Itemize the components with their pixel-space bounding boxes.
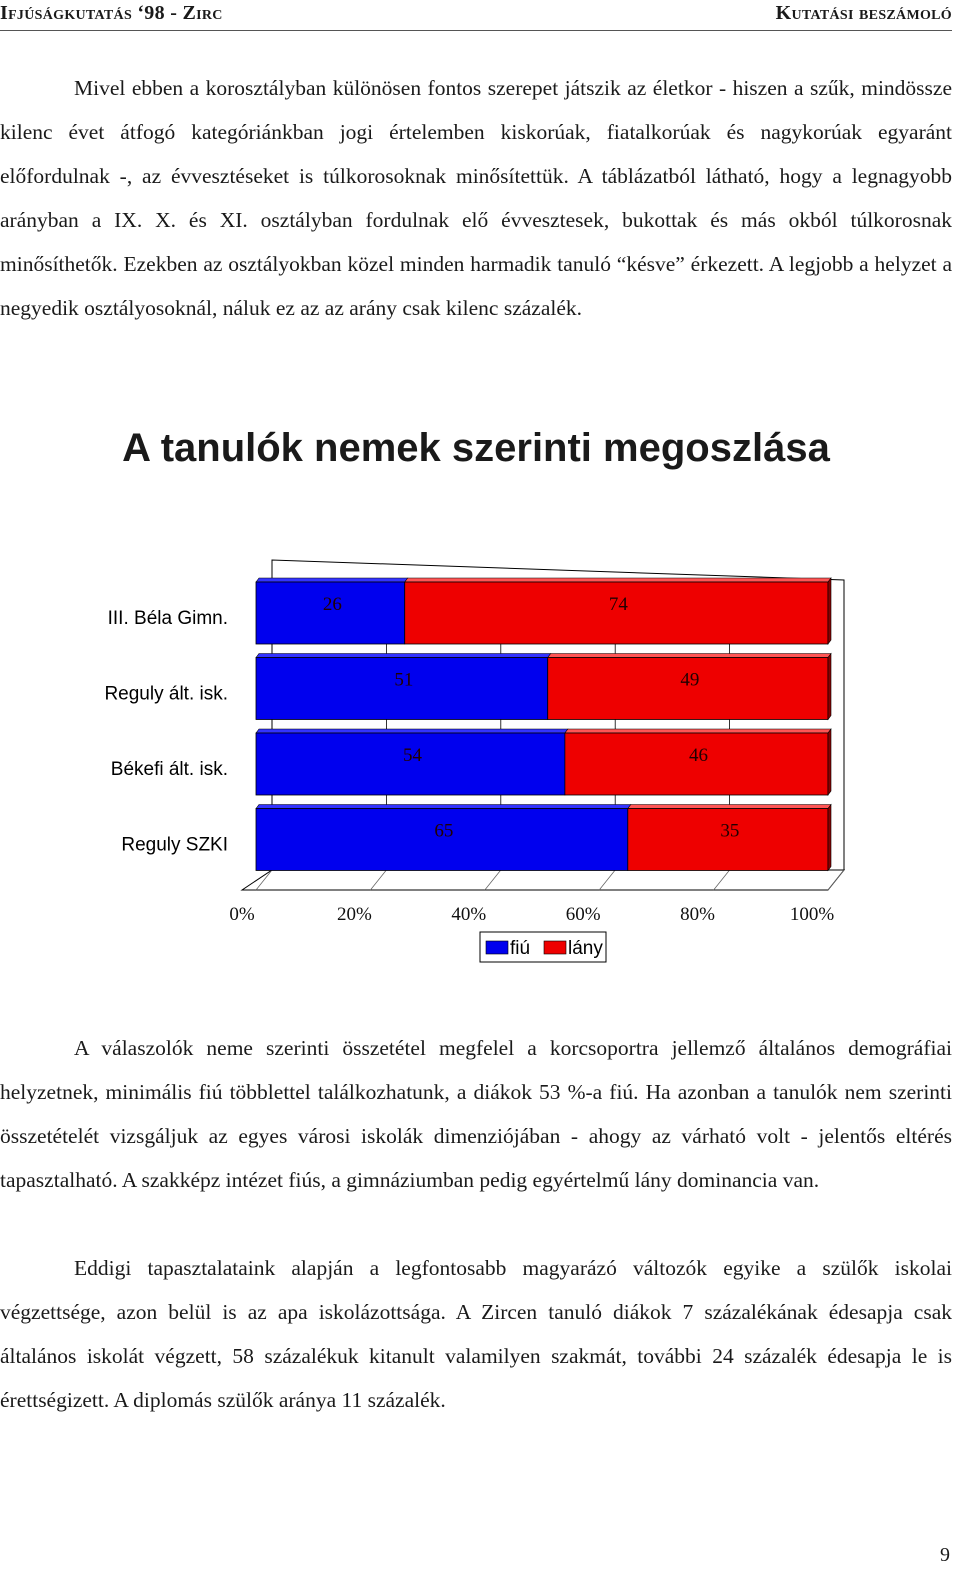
category-label: Reguly ált. isk.	[104, 683, 228, 705]
x-tick-label: 40%	[451, 904, 487, 925]
bar-side-face	[828, 578, 831, 644]
page-number: 9	[940, 1544, 950, 1566]
chart-title: A tanulók nemek szerinti megoszlása	[122, 426, 830, 470]
bar-top-face	[548, 654, 831, 658]
x-tick-label: 0%	[229, 904, 255, 925]
header-right: Kutatási beszámoló	[775, 2, 952, 24]
legend-label: lány	[568, 938, 603, 959]
paragraph-gender: A válaszolók neme szerinti összetétel megfelel a korcsoportra jellemző általános demográfiai helyzetnek, minimális fiú többlettel találkozhatunk, a diákok 53 %-a fiú. Ha azonban a tanulók nem szerinti összetételét vizsgáljuk az egyes városi iskolák dimenziójában - ahogy az várható volt - jelentős eltérés tapasztalható. A szakképz intézet fiús, a gimnáziumban pedig egyértelmű lány dominancia van.	[0, 1036, 952, 1192]
chart-floor	[242, 870, 844, 890]
x-tick-label: 100%	[789, 904, 835, 925]
legend-swatch	[486, 941, 508, 954]
bar-top-face	[405, 578, 831, 582]
bar-value-label: 51	[394, 669, 414, 691]
bar-value-label: 54	[402, 745, 422, 766]
bar-side-face	[828, 805, 831, 871]
gender-distribution-chart	[0, 540, 900, 980]
category-label: III. Béla Gimn.	[107, 608, 228, 629]
bar-top-face	[256, 805, 631, 809]
header-left: Ifjúságkutatás ‘98 - Zirc	[0, 2, 223, 24]
paragraph-age: Mivel ebben a korosztályban különösen fontos szerepet játszik az életkor - hiszen a szűk, mindössze kilenc évet átfogó kategóriánkban jogi értelemben kiskorúak, fiatalkorúak és nagykorúak egyaránt előfordulnak -, az évvesztéseket is túlkorosoknak minősítettük. A táblázatból látható, hogy a legnagyobb arányban a IX. X. és XI. osztályban fordulnak elő évvesztesek, bukottak és más okból túlkorosnak minősíthetők. Ezekben az osztályokban közel minden harmadik tanuló “késve” érkezett. A legjobb a helyzet a negyedik osztályosoknál, náluk ez az az arány csak kilenc százalék.	[0, 76, 952, 320]
bar-side-face	[828, 654, 831, 720]
category-label: Reguly SZKI	[121, 834, 228, 856]
bar-top-face	[256, 729, 568, 733]
bar-value-label: 65	[434, 820, 454, 842]
category-label: Békefi ált. isk.	[110, 759, 228, 780]
legend-label: fiú	[510, 938, 531, 959]
bar-top-face	[256, 578, 408, 582]
paragraph-parents: Eddigi tapasztalataink alapján a legfontosabb magyarázó változók egyike a szülők iskolai végzettsége, azon belül is az apa iskolázottsága. A Zircen tanuló diákok 7 százalékának édesapja csak általános iskolát végzett, 58 százalékuk kitanult valamilyen szakmát, további 24 százalék édesapja le is érettségizett. A diplomás szülők aránya 11 százalék.	[0, 1256, 952, 1412]
bar-value-label: 49	[680, 669, 700, 691]
bar-top-face	[256, 654, 551, 658]
x-tick-label: 60%	[565, 904, 601, 925]
bar-value-label: 26	[322, 594, 342, 615]
legend-swatch	[544, 941, 566, 954]
bar-value-label: 35	[720, 820, 740, 842]
bar-value-label: 46	[688, 745, 708, 766]
x-tick-label: 20%	[336, 904, 372, 925]
bar-top-face	[565, 729, 831, 733]
bar-side-face	[828, 729, 831, 795]
x-tick-label: 80%	[680, 904, 716, 925]
page-header	[0, 0, 952, 31]
bar-value-label: 74	[608, 594, 628, 615]
bar-top-face	[628, 805, 831, 809]
